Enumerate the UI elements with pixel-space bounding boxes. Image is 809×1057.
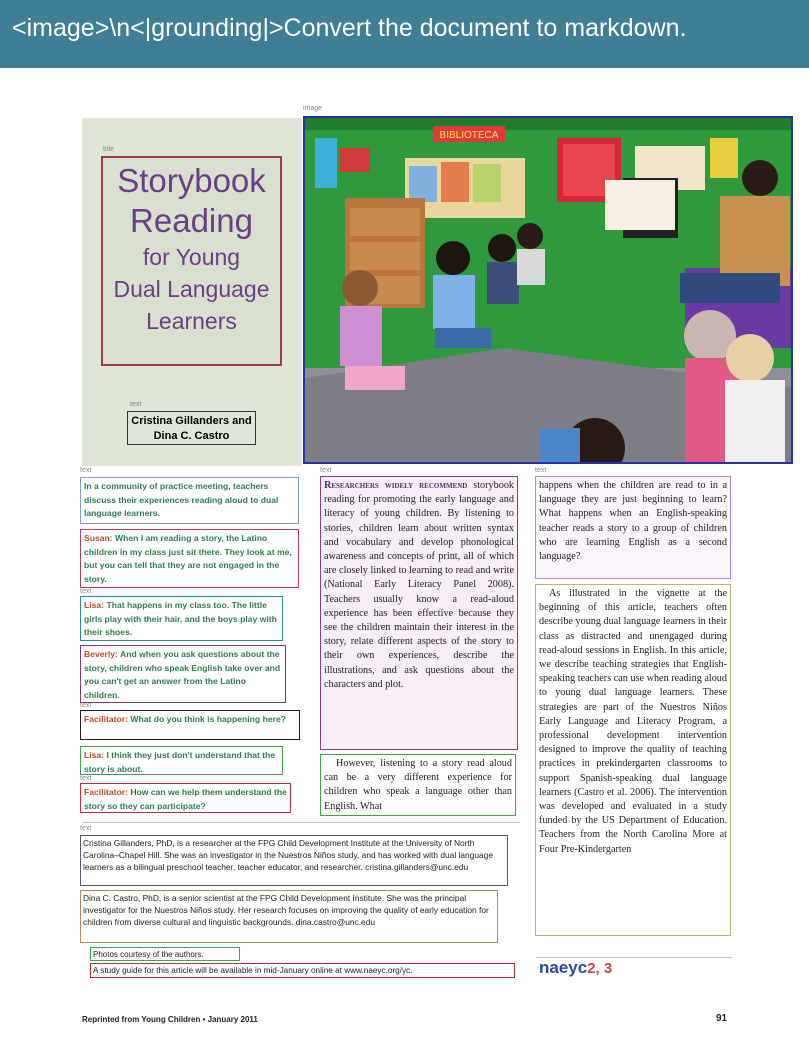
speaker-name: Beverly: bbox=[84, 649, 118, 659]
intro-caption: In a community of practice meeting, teachers discuss their experiences reading aloud to dual language learners. bbox=[80, 477, 299, 524]
title-line: Storybook bbox=[117, 162, 266, 199]
naeyc-wordmark: naeyc bbox=[539, 958, 588, 977]
column3-para1: happens when the children are read to in a language they are just beginning to learn? What happens when an English-speaking teacher reads a story to a group of children who are learning English as a second language? bbox=[535, 476, 731, 579]
classroom-photo bbox=[303, 116, 793, 464]
column3-para2: As illustrated in the vignette at the beginning of this article, teachers often describe young dual language learners in their class as distracted and unengaged during read-aloud sessions in English. In this article, we describe teaching strategies that English-speaking teachers can use when reading aloud to young dual language learners. These strategies are part of the Nuestros Niños Early Language and Literacy Program, a professional development intervention designed to improve the quality of teaching practices in prekindergarten classrooms to support Spanish-speaking dual language learners (Castro et al. 2006). The intervention was developed and evaluated in a study funded by the US Department of Education. Teachers from the North Carolina More at Four Pre-Kindergarten bbox=[535, 584, 731, 936]
prompt-text: <image>\n<|grounding|>Convert the document to markdown. bbox=[12, 14, 687, 42]
column2-para2: However, listening to a story read aloud can be a very different experience for children who speak a language other than English. What bbox=[320, 754, 516, 816]
divider bbox=[82, 822, 520, 823]
speaker-name: Facilitator: bbox=[84, 714, 128, 724]
authors-line: Cristina Gillanders and bbox=[131, 415, 252, 427]
reference-numbers: 2, 3 bbox=[587, 960, 613, 977]
prompt-banner bbox=[0, 0, 809, 68]
title-line: for Young bbox=[142, 244, 241, 270]
study-guide-note: A study guide for this article will be available in mid-January online at www.naeyc.org/yc. bbox=[90, 963, 515, 978]
text-label: text bbox=[80, 467, 92, 474]
text-label: text bbox=[80, 702, 92, 709]
text-label: text bbox=[320, 467, 332, 474]
title-line: Dual Language bbox=[113, 276, 270, 302]
dialogue-text: What do you think is happening here? bbox=[130, 714, 286, 724]
document-page bbox=[0, 68, 809, 1057]
naeyc-logo bbox=[539, 958, 612, 978]
column2-para1 bbox=[320, 476, 518, 750]
bio-gillanders: Cristina Gillanders, PhD, is a researcher at the FPG Child Development Institute at the University of North Carolina–Chapel Hill. She was an investigator in the Nuestros Niños study, and has worked with dual language learners as a bilingual preschool teacher, teacher educator, and researcher. cristina.gillanders@unc.edu bbox=[80, 835, 508, 886]
title-line: Reading bbox=[130, 202, 253, 239]
title-label: title bbox=[103, 146, 114, 153]
dialogue-text: I think they just don't understand that the story is about. bbox=[84, 750, 276, 774]
article-authors bbox=[127, 411, 256, 445]
photo-credit: Photos courtesy of the authors. bbox=[90, 947, 240, 961]
dialogue-text: That happens in my class too. The little girls play with their hair, and the boys play with their shoes. bbox=[84, 600, 277, 637]
lead-in: Researchers widely recommend bbox=[324, 480, 468, 491]
dialogue-text: When I am reading a story, the Latino children in my class just sit there. They look at me, but you can tell that they are not engaged in the story. bbox=[84, 533, 292, 584]
speaker-name: Susan: bbox=[84, 533, 113, 543]
classroom-illustration bbox=[305, 118, 793, 464]
text-label: text bbox=[535, 467, 547, 474]
dialogue-lisa bbox=[80, 596, 283, 641]
text-label: text bbox=[80, 825, 92, 832]
library-sign: BIBLIOTECA bbox=[439, 130, 499, 141]
title-line: Learners bbox=[146, 308, 237, 334]
text-label: text bbox=[80, 775, 92, 782]
dialogue-facilitator-2 bbox=[80, 783, 291, 813]
dialogue-lisa-2 bbox=[80, 746, 283, 775]
page-number: 91 bbox=[716, 1013, 728, 1024]
dialogue-text: How can we help them understand the story so they can participate? bbox=[84, 787, 287, 811]
speaker-name: Facilitator: bbox=[84, 787, 128, 797]
dialogue-susan bbox=[80, 529, 299, 588]
speaker-name: Lisa: bbox=[84, 600, 105, 610]
speaker-name: Lisa: bbox=[84, 750, 105, 760]
bio-castro: Dina C. Castro, PhD, is a senior scientist at the FPG Child Development Institute. She was the principal investigator for the Nuestros Niños study. Her research focuses on improving the quality of early education for children from diverse cultural and linguistic backgrounds. dina.castro@unc.edu bbox=[80, 890, 498, 943]
text-label: text bbox=[130, 401, 142, 408]
image-label: image bbox=[303, 105, 323, 112]
dialogue-facilitator-1 bbox=[80, 710, 300, 740]
article-title bbox=[101, 156, 282, 366]
authors-line: Dina C. Castro bbox=[153, 430, 230, 442]
paragraph-text: storybook reading for promoting the early language and literacy of young children. By listening to stories, children learn about written syntax and vocabulary and develop phonological awareness and concepts of print, all of which are closely linked to learning to read and write (National Early Literacy Panel 2008). Teachers usually know a read-aloud experience has been effective because they see the children maintain their interest in the story, relate different aspects of the story to their own experiences, describe the illustrations, and ask questions about the characters and plot. bbox=[324, 480, 514, 690]
dialogue-text: And when you ask questions about the story, children who speak English take over and you can't get an answer from the Latino children. bbox=[84, 649, 281, 700]
dialogue-beverly bbox=[80, 645, 286, 703]
text-label: text bbox=[80, 588, 92, 595]
footer-source: Reprinted from Young Children • January 2011 bbox=[82, 1015, 258, 1024]
